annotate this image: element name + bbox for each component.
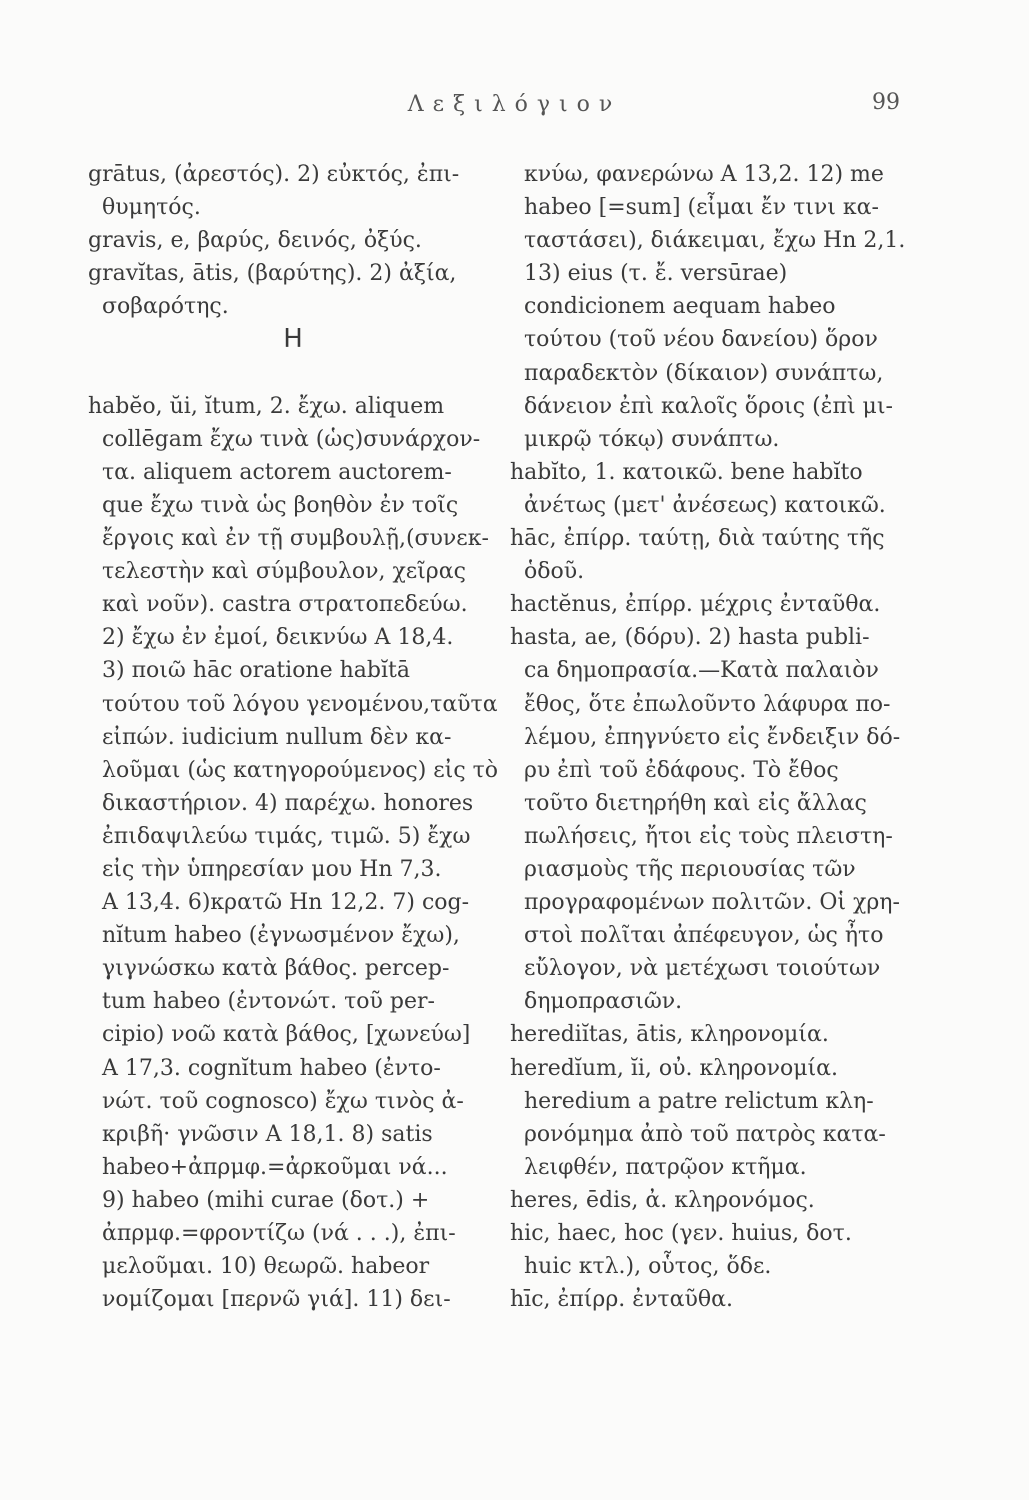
entry-headword-line: hasta, ae, (δόρυ). 2) hasta publi- [510, 625, 870, 651]
entry-continuation-line: collēgam ἔχω τινὰ (ὡς)συνάρχον- [102, 426, 481, 452]
entry-continuation-line: λοῦμαι (ὡς κατηγορούμενος) εἰς τὸ [102, 757, 498, 783]
entry-continuation-line: τα. aliquem actorem auctorem- [102, 459, 452, 485]
entry-headword-line: hic, haec, hoc (γεν. huius, δοτ. [510, 1221, 852, 1246]
entry-continuation-line: Α 13,4. 6)κρατῶ Ηn 12,2. 7) cog- [102, 890, 470, 916]
entry-headword-line: gravis, e, βαρύς, δεινός, ὀξύς. [88, 228, 422, 254]
entry-continuation-line: ἀπρμφ.=φροντίζω (νά . . .), ἐπι- [102, 1221, 456, 1246]
entry-continuation-line: λέμου, ἐπηγνύετο εἰς ἔνδειξιν δό- [524, 724, 901, 750]
entry-continuation-line: ca δημοπρασία.—Κατὰ παλαιὸν [524, 658, 879, 684]
entry-headword-line: gravĭtas, ātis, (βαρύτης). 2) ἀξία, [88, 261, 457, 287]
entry-continuation-line: δημοπρασιῶν. [524, 989, 683, 1015]
entry-continuation-line: δικαστήριον. 4) παρέχω. honores [102, 790, 474, 816]
entry-continuation-line: κνύω, φανερώνω Α 13,2. 12) me [524, 162, 884, 187]
entry-continuation-line: habeo+ἀπρμφ.=ἀρκοῦμαι νά... [102, 1154, 448, 1180]
entry-continuation-line: νομίζομαι [περνῶ γιά]. 11) δει- [102, 1287, 451, 1313]
entry-continuation-line: 3) ποιῶ hāc oratione habĭtā [102, 658, 410, 684]
entry-headword-line: hactĕnus, ἐπίρρ. μέχρις ἐνταῦθα. [510, 592, 881, 618]
entry-continuation-line: εἰπών. iudicium nullum δὲν κα- [102, 724, 452, 750]
entry-continuation-line: τοῦτο διετηρήθη καὶ εἰς ἄλλας [524, 790, 867, 816]
entry-continuation-line: εἰς τὴν ὑπηρεσίαν μου Ηn 7,3. [102, 856, 442, 882]
entry-continuation-line: ρονόμημα ἀπὸ τοῦ πατρὸς κατα- [524, 1121, 886, 1147]
entry-continuation-line: nĭtum habeo (ἐγνωσμένον ἔχω), [102, 923, 460, 949]
entry-continuation-line: ἀνέτως (μετ' ἀνέσεως) κατοικῶ. [524, 492, 886, 518]
entry-continuation-line: γιγνώσκω κατὰ βάθος. percep- [102, 956, 450, 982]
entry-continuation-line: habeo [=sum] (εἶμαι ἔν τινι κα- [524, 195, 879, 221]
entry-continuation-line: λειφθέν, πατρῷον κτῆμα. [524, 1154, 807, 1180]
entry-continuation-line: κριβῆ· γνῶσιν Α 18,1. 8) satis [102, 1121, 433, 1147]
entry-continuation-line: δάνειον ἐπὶ καλοῖς ὅροις (ἐπὶ μι- [524, 393, 893, 419]
entry-continuation-line: ἔργοις καὶ ἐν τῇ συμβουλῇ,(συνεκ- [102, 526, 489, 552]
entry-continuation-line: 13) eius (τ. ἔ. versūrae) [524, 261, 788, 287]
entry-continuation-line: σοβαρότης. [102, 294, 229, 320]
entry-continuation-line: μελοῦμαι. 10) θεωρῶ. habeor [102, 1254, 430, 1280]
entry-continuation-line: θυμητός. [102, 195, 201, 221]
entry-continuation-line: τούτου (τοῦ νέου δανείου) ὅρον [524, 327, 878, 353]
entry-headword-line: herediĭtas, ātis, κληρονομία. [510, 1022, 829, 1048]
entry-continuation-line: huic κτλ.), οὗτος, ὅδε. [524, 1254, 772, 1280]
section-letter-heading: Η [283, 324, 303, 355]
entry-headword-line: habĕo, ŭi, ĭtum, 2. ἔχω. aliquem [88, 393, 445, 419]
entry-continuation-line: Α 17,3. cognĭtum habeo (ἐντο- [102, 1055, 441, 1081]
entry-continuation-line: cipio) νοῶ κατὰ βάθος, [χωνεύω] [102, 1022, 471, 1048]
entry-headword-line: heredĭum, ĭi, οὐ. κληρονομία. [510, 1055, 838, 1081]
entry-headword-line: hāc, ἐπίρρ. ταύτῃ, διὰ ταύτης τῆς [510, 526, 885, 552]
entry-headword-line: habĭto, 1. κατοικῶ. bene habĭto [510, 459, 863, 485]
right-column [510, 158, 922, 1316]
entry-continuation-line: 2) ἔχω ἐν ἐμοί, δεικνύω Α 18,4. [102, 625, 454, 651]
entry-continuation-line: εὔλογον, νὰ μετέχωσι τοιούτων [524, 956, 881, 982]
entry-continuation-line: ἐπιδαψιλεύω τιμάς, τιμῶ. 5) ἔχω [102, 823, 471, 849]
entry-continuation-line: ρυ ἐπὶ τοῦ ἐδάφους. Τὸ ἔθος [524, 757, 839, 783]
entry-continuation-line: πωλήσεις, ἤτοι εἰς τοὺς πλειστη- [524, 823, 893, 849]
left-column [88, 158, 498, 1316]
entry-continuation-line: heredium a patre relictum κλη- [524, 1088, 874, 1114]
blank-line [88, 357, 498, 390]
entry-continuation-line: τελεστὴν καὶ σύμβουλον, χεῖρας [102, 559, 466, 585]
entry-headword-line: grātus, (ἀρεστός). 2) εὐκτός, ἐπι- [88, 162, 460, 187]
entry-continuation-line: ὁδοῦ. [524, 559, 585, 585]
entry-continuation-line: 9) habeo (mihi curae (δοτ.) + [102, 1187, 430, 1213]
entry-continuation-line: μικρῷ τόκῳ) συνάπτω. [524, 426, 780, 452]
page-number: 99 [872, 90, 900, 115]
entry-continuation-line: τούτου τοῦ λόγου γενομένου,ταῦτα [102, 691, 498, 717]
entry-continuation-line: καὶ νοῦν). castra στρατοπεδεύω. [102, 592, 468, 618]
entry-continuation-line: νώτ. τοῦ cognosco) ἔχω τινὸς ἀ- [102, 1088, 464, 1114]
entry-continuation-line: ἔθος, ὅτε ἐπωλοῦντο λάφυρα πο- [524, 691, 891, 717]
entry-continuation-line: ταστάσει), διάκειμαι, ἔχω Ηn 2,1. [524, 228, 906, 254]
entry-continuation-line: condicionem aequam habeo [524, 294, 836, 320]
entry-continuation-line: que ἔχω τινὰ ὡς βοηθὸν ἐν τοῖς [102, 492, 459, 518]
entry-continuation-line: ριασμοὺς τῆς περιουσίας τῶν [524, 856, 856, 882]
entry-continuation-line: tum habeo (ἐντονώτ. τοῦ per- [102, 989, 435, 1015]
entry-headword-line: heres, ēdis, ἀ. κληρονόμος. [510, 1187, 815, 1213]
entry-continuation-line: παραδεκτὸν (δίκαιον) συνάπτω, [524, 360, 884, 386]
entry-headword-line: hīc, ἐπίρρ. ἐνταῦθα. [510, 1287, 733, 1313]
entry-continuation-line: στοὶ πολῖται ἀπέφευγον, ὡς ἦτο [524, 923, 884, 949]
entry-continuation-line: προγραφομένων πολιτῶν. Οἱ χρη- [524, 890, 900, 916]
running-header-title: Λεξιλόγιον [407, 92, 622, 117]
